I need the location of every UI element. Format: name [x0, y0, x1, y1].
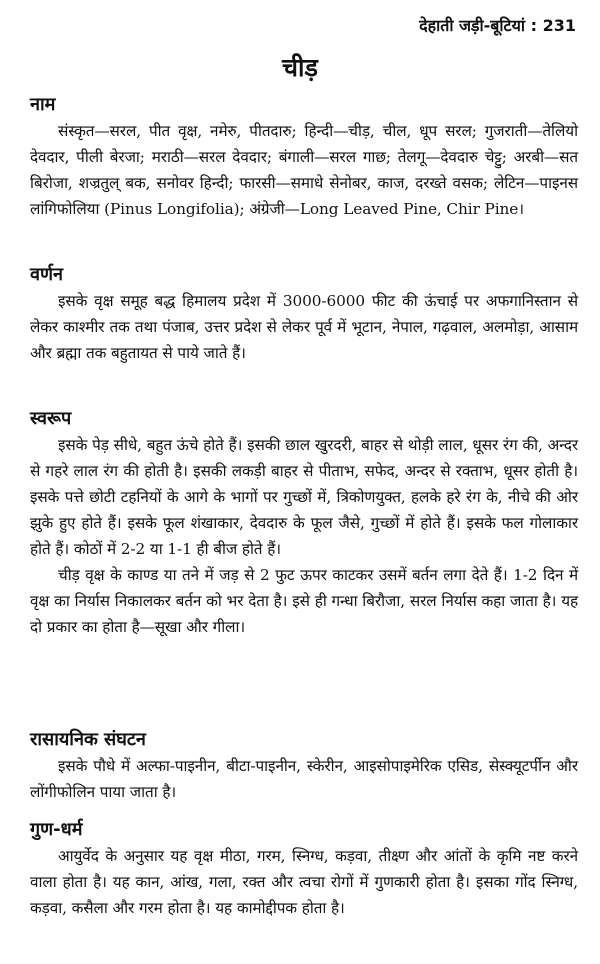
running-head: देहाती जड़ी-बूटियां : 231	[419, 16, 576, 35]
section-heading: वर्णन	[30, 264, 64, 285]
section-rasayanik	[30, 727, 578, 805]
section-heading: गुण-धर्म	[30, 819, 83, 840]
section-paragraph: चीड़ वृक्ष के काण्ड या तने में जड़ से 2 फुट ऊपर काटकर उसमें बर्तन लगा देते हैं। 1-2 दिन में वृक्ष का निर्यास निकालकर बर्तन को भर देता है। इसे ही गन्धा बिरौजा, सरल निर्यास कहा जाता है। यह दो प्रकार का होता है—सूखा और गीला।	[30, 566, 578, 636]
section-swaroop	[30, 406, 578, 640]
section-gun-dharm	[30, 817, 578, 921]
section-paragraph: इसके पेड़ सीधे, बहुत ऊंचे होते हैं। इसकी छाल खुरदरी, बाहर से थोड़ी लाल, धूसर रंग की, अन्दर से गहरे लाल रंग की होती है। इसकी लकड़ी बाहर से पीताभ, सफेद, अन्दर से रक्ताभ, धूसर होती है। इसके पत्ते छोटी टहनियों के आगे के भागों पर गुच्छों में, त्रिकोणयुक्त, हलके हरे रंग के, नीचे की ओर झुके हुए होते हैं। इसके फूल शंखाकार, देवदारु के फूल जैसे, गुच्छों में होते हैं। इसके फल गोलाकार होते हैं। कोठों में 2-2 या 1-1 ही बीज होते हैं।	[30, 436, 578, 558]
section-paragraph: इसके पौधे में अल्फा-पाइनीन, बीटा-पाइनीन, स्केरीन, आइसोपाइमेरिक एसिड, सेस्क्यूटर्पीन और लोंगीफोलिन पाया जाता है।	[30, 757, 578, 801]
section-varnan	[30, 262, 578, 366]
section-heading: स्वरूप	[30, 408, 72, 429]
chapter-title: चीड़	[282, 53, 318, 82]
section-naam	[30, 92, 578, 222]
section-paragraph: संस्कृत—सरल, पीत वृक्ष, नमेरु, पीतदारु; हिन्दी—चीड़, चील, धूप सरल; गुजराती—तेलियो देवदार, पीली बेरजा; मराठी—सरल देवदार; बंगाली—सरल गाछ; तेलगू—देवदारु चेट्टु; अरबी—सत बिरोजा, शज्रतुल् बक, सनोवर हिन्दी; फारसी—समाधे सेनोबर, काज, दरख्ते वसक; लेटिन—पाइनस लांगिफोलिया (Pinus Longifolia); अंग्रेजी—Long Leaved Pine, Chir Pine।	[30, 122, 578, 218]
section-heading: रासायनिक संघटन	[30, 729, 146, 750]
section-paragraph: आयुर्वेद के अनुसार यह वृक्ष मीठा, गरम, स्निग्ध, कड़वा, तीक्ष्ण और आंतों के कृमि नष्ट करने वाला होता है। यह कान, आंख, गला, रक्त और त्वचा रोगों में गुणकारी होता है। इसका गोंद स्निग्ध, कड़वा, कसैला और गरम होता है। यह कामोद्दीपक होता है।	[30, 847, 578, 917]
section-heading: नाम	[30, 94, 56, 115]
section-paragraph: इसके वृक्ष समूह बद्ध हिमालय प्रदेश में 3000-6000 फीट की ऊंचाई पर अफगानिस्तान से लेकर काश्मीर तक तथा पंजाब, उत्तर प्रदेश से लेकर पूर्व में भूटान, नेपाल, गढ़वाल, अलमोड़ा, आसाम और ब्रह्मा तक बहुतायत से पाये जाते हैं।	[30, 292, 578, 362]
